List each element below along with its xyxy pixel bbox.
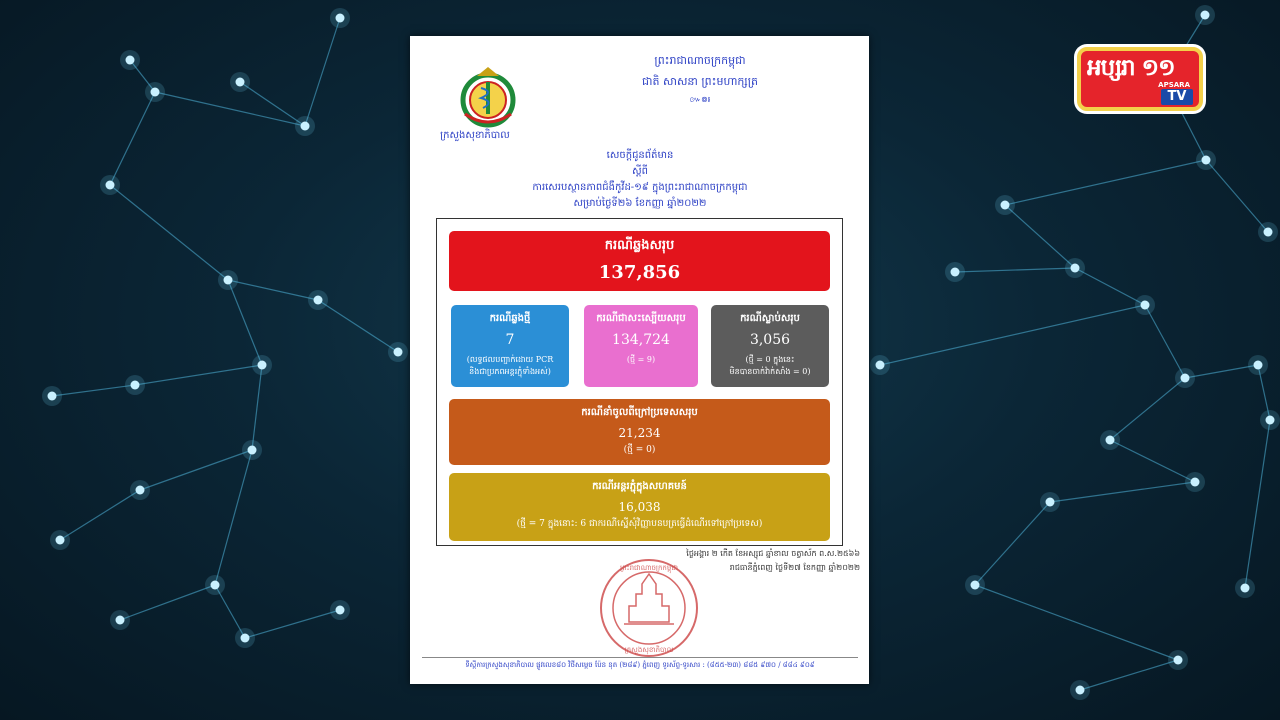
network-link	[228, 280, 262, 365]
network-node	[301, 122, 310, 131]
network-node	[971, 581, 980, 590]
network-link	[318, 300, 398, 352]
network-node	[1191, 478, 1200, 487]
network-node	[336, 606, 345, 615]
new-cases-box	[451, 305, 569, 387]
network-node	[1001, 201, 1010, 210]
network-link	[252, 365, 262, 450]
network-link	[975, 502, 1050, 585]
network-node	[314, 296, 323, 305]
channel-logo	[1077, 47, 1203, 111]
deaths-box	[711, 305, 829, 387]
channel-logo-sub: APSARA	[1158, 81, 1190, 89]
imported-box	[449, 399, 830, 465]
network-node	[131, 381, 140, 390]
network-node	[1106, 436, 1115, 445]
imported-note: (ថ្មី = 0)	[623, 445, 656, 455]
stamp-bottom-text: ក្រសួងសុខាភិបាល	[624, 646, 674, 654]
network-link	[215, 450, 252, 585]
community-value: 16,038	[618, 500, 661, 514]
total-cases-box	[449, 231, 830, 291]
network-link	[245, 610, 340, 638]
network-link	[240, 82, 305, 126]
ministry-name: ក្រសួងសុខាភិបាល	[440, 130, 510, 141]
network-link	[1005, 160, 1206, 205]
network-link	[135, 365, 262, 385]
kingdom-motto: ជាតិ សាសនា ព្រះមហាក្សត្រ	[642, 75, 758, 88]
network-link	[1050, 482, 1195, 502]
channel-logo-text: អប្សរា ១១	[1087, 55, 1175, 81]
covid-report-document	[410, 36, 869, 684]
network-link	[305, 18, 340, 126]
network-link	[1145, 305, 1185, 378]
network-node	[1266, 416, 1275, 425]
network-node	[876, 361, 885, 370]
recovered-box	[584, 305, 698, 387]
imported-label: ករណីនាំចូលពីក្រៅប្រទេសសរុប	[581, 407, 698, 418]
network-node	[224, 276, 233, 285]
network-node	[151, 88, 160, 97]
network-link	[60, 490, 140, 540]
channel-logo-tv: TV	[1161, 89, 1193, 105]
recovered-value: 134,724	[612, 332, 670, 348]
network-node	[248, 446, 257, 455]
network-node	[1254, 361, 1263, 370]
network-link	[52, 385, 135, 396]
network-link	[1185, 365, 1258, 378]
heading-line-1: សេចក្តីជូនព័ត៌មាន	[606, 150, 674, 161]
network-link	[1245, 420, 1270, 588]
network-node	[241, 634, 250, 643]
stats-frame	[436, 218, 843, 546]
network-node	[394, 348, 403, 357]
network-node	[136, 486, 145, 495]
total-cases-value: 137,856	[598, 262, 681, 283]
network-link	[1005, 205, 1075, 268]
deaths-value: 3,056	[749, 332, 791, 348]
network-link	[1075, 268, 1145, 305]
network-node	[116, 616, 125, 625]
network-node	[258, 361, 267, 370]
network-link	[228, 280, 318, 300]
footer-divider	[422, 657, 858, 658]
total-cases-label: ករណីឆ្លងសរុប	[604, 238, 675, 253]
recovered-note: (ថ្មី = 9)	[626, 355, 656, 364]
footer-address: ទីស្តីការក្រសួងសុខាភិបាល ផ្លូវលេខ៨០ វិថីសម្តេច ប៉ែន នុត (២៨៩) ភ្នំពេញ ទូរស័ព្ទ-ទូរសារ : (៨៥៥-២៣) ៨៨៥ ៩៧០ / ៨៨៤ ៩០៩	[465, 661, 815, 669]
new-cases-note-1: (លទ្ធផលបញ្ជាក់ដោយ PCR	[466, 355, 554, 364]
network-node	[56, 536, 65, 545]
network-link	[120, 585, 215, 620]
network-node	[951, 268, 960, 277]
kingdom-ornament: ៚៙៛	[689, 95, 711, 104]
network-node	[1141, 301, 1150, 310]
network-node	[106, 181, 115, 190]
network-node	[1264, 228, 1273, 237]
deaths-note-1: (ថ្មី = 0 ក្នុងនេះ	[745, 355, 795, 364]
community-note: (ថ្មី = 7 ក្នុងនោះ: 6 ជាករណីស្នើសុំវិញ្ញាបនបត្រធ្វើដំណើរទៅក្រៅប្រទេស)	[516, 519, 763, 529]
heading-line-2: ស្តីពី	[632, 166, 648, 177]
network-node	[1241, 584, 1250, 593]
network-node	[1202, 156, 1211, 165]
network-link	[1110, 440, 1195, 482]
network-link	[975, 585, 1178, 660]
imported-value: 21,234	[618, 426, 661, 440]
deaths-note-2: មិនបានចាក់វ៉ាក់សាំង = 0)	[729, 367, 811, 376]
network-link	[140, 450, 252, 490]
network-node	[1046, 498, 1055, 507]
network-node	[1181, 374, 1190, 383]
place-date: រាជធានីភ្នំពេញ ថ្ងៃទី២៧ ខែកញ្ញា ឆ្នាំ២០២២	[729, 563, 860, 572]
heading-line-4: សម្រាប់ថ្ងៃទី២៦ ខែកញ្ញា ឆ្នាំ២០២២	[573, 198, 707, 209]
ministry-emblem-icon	[455, 64, 521, 130]
network-link	[110, 185, 228, 280]
heading-line-3: ការសេរបស្ថានភាពជំងឺកូវីដ-១៩ ក្នុងព្រះរាជាណាចក្រកម្ពុជា	[532, 182, 748, 193]
recovered-label: ករណីជាសះស្បើយសរុប	[596, 313, 686, 324]
new-cases-note-2: និងជាប្រភពអន្តរភ្ជុំទាំងអស់)	[469, 367, 551, 376]
network-node	[211, 581, 220, 590]
network-node	[236, 78, 245, 87]
network-link	[1110, 378, 1185, 440]
network-link	[955, 268, 1075, 272]
network-link	[155, 92, 305, 126]
network-link	[110, 92, 155, 185]
community-label: ករណីអន្តរភ្ជុំក្នុងសហគមន៍	[592, 481, 687, 492]
network-node	[126, 56, 135, 65]
network-node	[336, 14, 345, 23]
deaths-label: ករណីស្លាប់សរុប	[740, 313, 800, 324]
community-box	[449, 473, 830, 541]
lunar-date: ថ្ងៃអង្គារ ២ កើត ខែអស្សុជ ឆ្នាំខាល ចត្វាស័ក ព.ស.២៥៦៦	[686, 549, 860, 558]
network-node	[1076, 686, 1085, 695]
network-node	[1071, 264, 1080, 273]
network-link	[880, 305, 1145, 365]
new-cases-label: ករណីឆ្លងថ្មី	[489, 313, 531, 324]
network-node	[48, 392, 57, 401]
new-cases-value: 7	[505, 332, 515, 348]
network-link	[1080, 660, 1178, 690]
network-link	[1206, 160, 1268, 232]
network-node	[1174, 656, 1183, 665]
network-node	[1201, 11, 1210, 20]
official-stamp-icon	[596, 556, 702, 660]
kingdom-title: ព្រះរាជាណាចក្រកម្ពុជា	[654, 54, 746, 67]
stamp-top-text: ព្រះរាជាណាចក្រកម្ពុជា	[619, 564, 679, 572]
